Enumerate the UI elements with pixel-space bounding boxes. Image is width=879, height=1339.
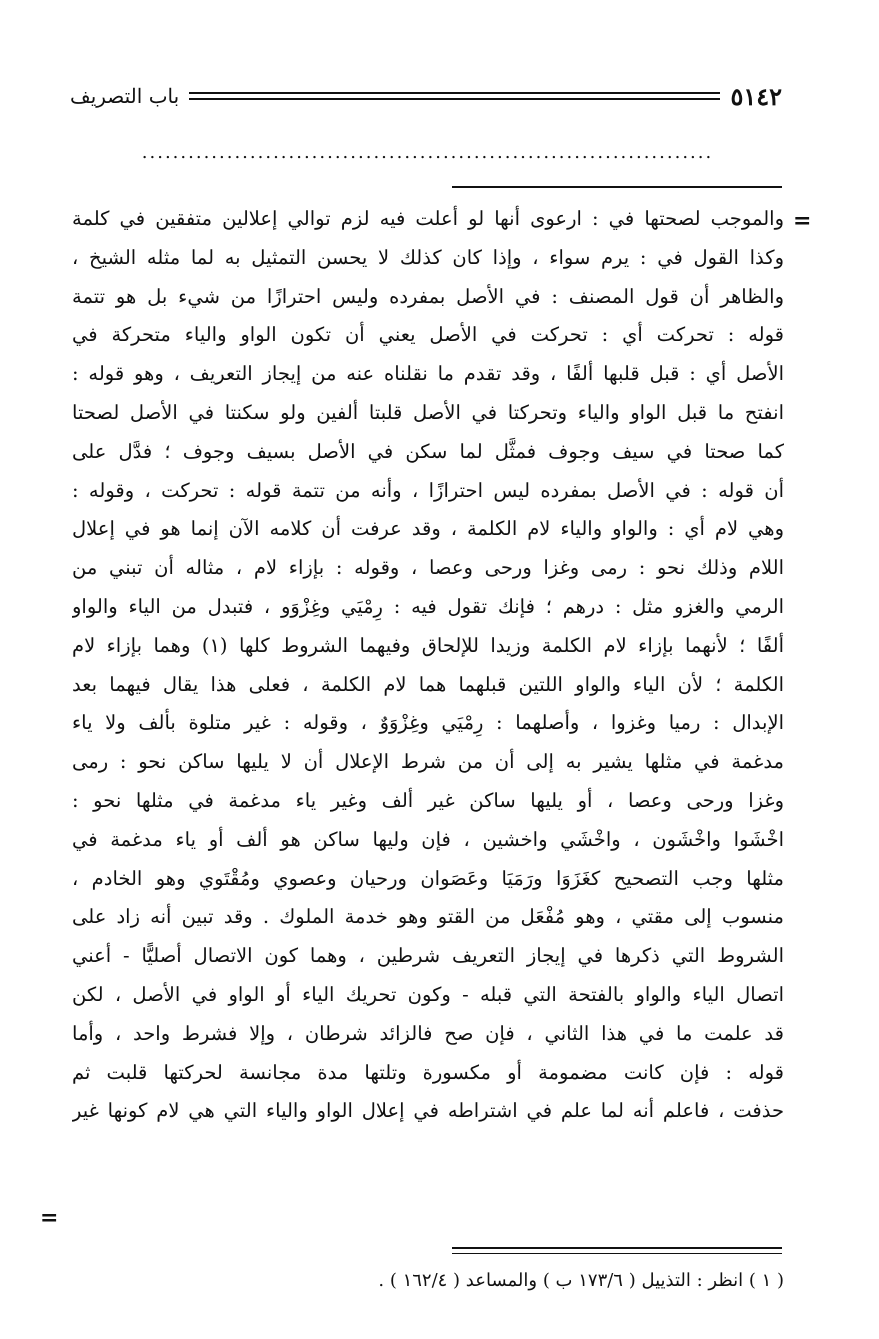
footnote: ( ١ ) انظر : التذييل ( ١٧٣/٦ ب ) والمساعد ( ١٦٢/٤ ) . <box>378 1270 784 1291</box>
text-line: منسوب إلى مقتي ، وهو مُفْعَل من القتو وهو خدمة الملوك . وقد تبين أنه زاد على <box>72 905 784 929</box>
text-line: كما صحتا في سيف وجوف فمثَّل لما سكن في الأصل بسيف وجوف ؛ فدَّل على <box>72 439 784 463</box>
page-number: ٥١٤٢ <box>730 81 782 111</box>
text-line: وهي لام أي : والواو والياء لام الكلمة ، وقد عرفت أن كلامه الآن إنما هو في إعلال <box>72 517 784 541</box>
text-line: الرمي والغزو مثل : درهم ؛ فإنك تقول فيه : رِمْيَي وغِزْوَو ، فتبدل من الياء والواو <box>72 594 784 618</box>
text-line: الشروط التي ذكرها في إيجاز التعريف شرطين ، وهما كون الاتصال أصليًّا - أعني <box>72 944 784 968</box>
text-line: اخْشَوا واخْشَون ، واخْشَي واخشين ، فإن وليها ساكن هو ألف أو ياء مدغمة في <box>72 827 784 851</box>
section-rule <box>452 186 782 188</box>
continuation-mark-end: = <box>40 1205 59 1231</box>
text-line: الإبدال : رميا وغزوا ، وأصلهما : رِمْيَي وغِزْوَوٌ ، وقوله : غير متلوة بألف ولا ياء <box>72 711 784 735</box>
text-line: ألفًا ؛ لأنهما بإزاء لام الكلمة وزيدا للإلحاق وفيهما الشروط كلها (١) وهما بإزاء لام <box>72 633 784 657</box>
text-line: مثلها وجب التصحيح كغَزَوَا ورَمَيَا وعَصَوان ورحيان وعصوي ومُقْتَوي وهو الخادم ، <box>72 866 784 890</box>
text-line: قد علمت ما في هذا الثاني ، فإن صح فالزائد شرطان ، وإلا فشرط واحد ، وأما <box>72 1021 784 1045</box>
text-line: اللام وذلك نحو : رمى وغزا ورحى وعصا ، وقوله : بإزاء لام ، مثاله أن تبني من <box>72 556 784 580</box>
header-double-rule <box>189 92 720 100</box>
text-line: والموجب لصحتها في : ارعوى أنها لو أعلت فيه لزم توالي إعلالين متفقين في كلمة <box>72 207 784 230</box>
text-line: وغزا ورحى وعصا ، أو يليها ساكن غير ألف وغير ياء مدغمة في مثلها نحو : <box>72 788 784 812</box>
continuation-mark-start: = <box>793 208 812 234</box>
text-line: الأصل أي : قبل قلبها ألفًا ، وقد تقدم ما نقلناه عنه من إيجاز التعريف ، وهو قوله : <box>72 362 784 386</box>
chapter-title: باب التصريف <box>70 84 180 108</box>
main-text <box>72 200 784 1252</box>
page-header <box>70 78 782 114</box>
text-line: قوله : فإن كانت مضمومة أو مكسورة وتلتها مدة مجانسة لحركتها قلبت ثم <box>72 1060 784 1084</box>
text-line: أن قوله : في الأصل بمفرده ليس احترازًا ، وأنه من تتمة قوله : تحركت ، وقوله : <box>72 478 784 502</box>
text-line: مدغمة في مثلها يشير به إلى أن من شرط الإعلال أن لا يليها ساكن نحو : رمى <box>72 750 784 774</box>
text-line: والظاهر أن قول المصنف : في الأصل بمفرده وليس احترازًا من شيء بل هو تتمة <box>72 284 784 308</box>
footnote-rule <box>452 1247 782 1254</box>
text-line: الكلمة ؛ لأن الياء والواو اللتين قبلهما هما لام الكلمة ، فعلى هذا يقال فيهما بعد <box>72 672 784 696</box>
text-line: اتصال الياء والواو بالفتحة التي قبله - وكون تحريك الياء أو الواو في الأصل ، لكن <box>72 982 784 1006</box>
text-line: قوله : تحركت أي : تحركت في الأصل يعني أن تكون الواو والياء متحركة في <box>72 323 784 347</box>
dotted-separator: .......................................................................... <box>141 142 714 162</box>
text-line: وكذا القول في : يرم سواء ، وإذا كان كذلك لا يحسن التمثيل به لما مثله الشيخ ، <box>72 245 784 269</box>
text-line: حذفت ، فاعلم أنه لما علم في اشتراطه في إعلال الواو والياء التي هي لام كونها غير <box>72 1099 784 1123</box>
text-line: انفتح ما قبل الواو والياء وتحركتا في الأصل قلبتا ألفين ولو سكنتا في الأصل لصحتا <box>72 400 784 424</box>
